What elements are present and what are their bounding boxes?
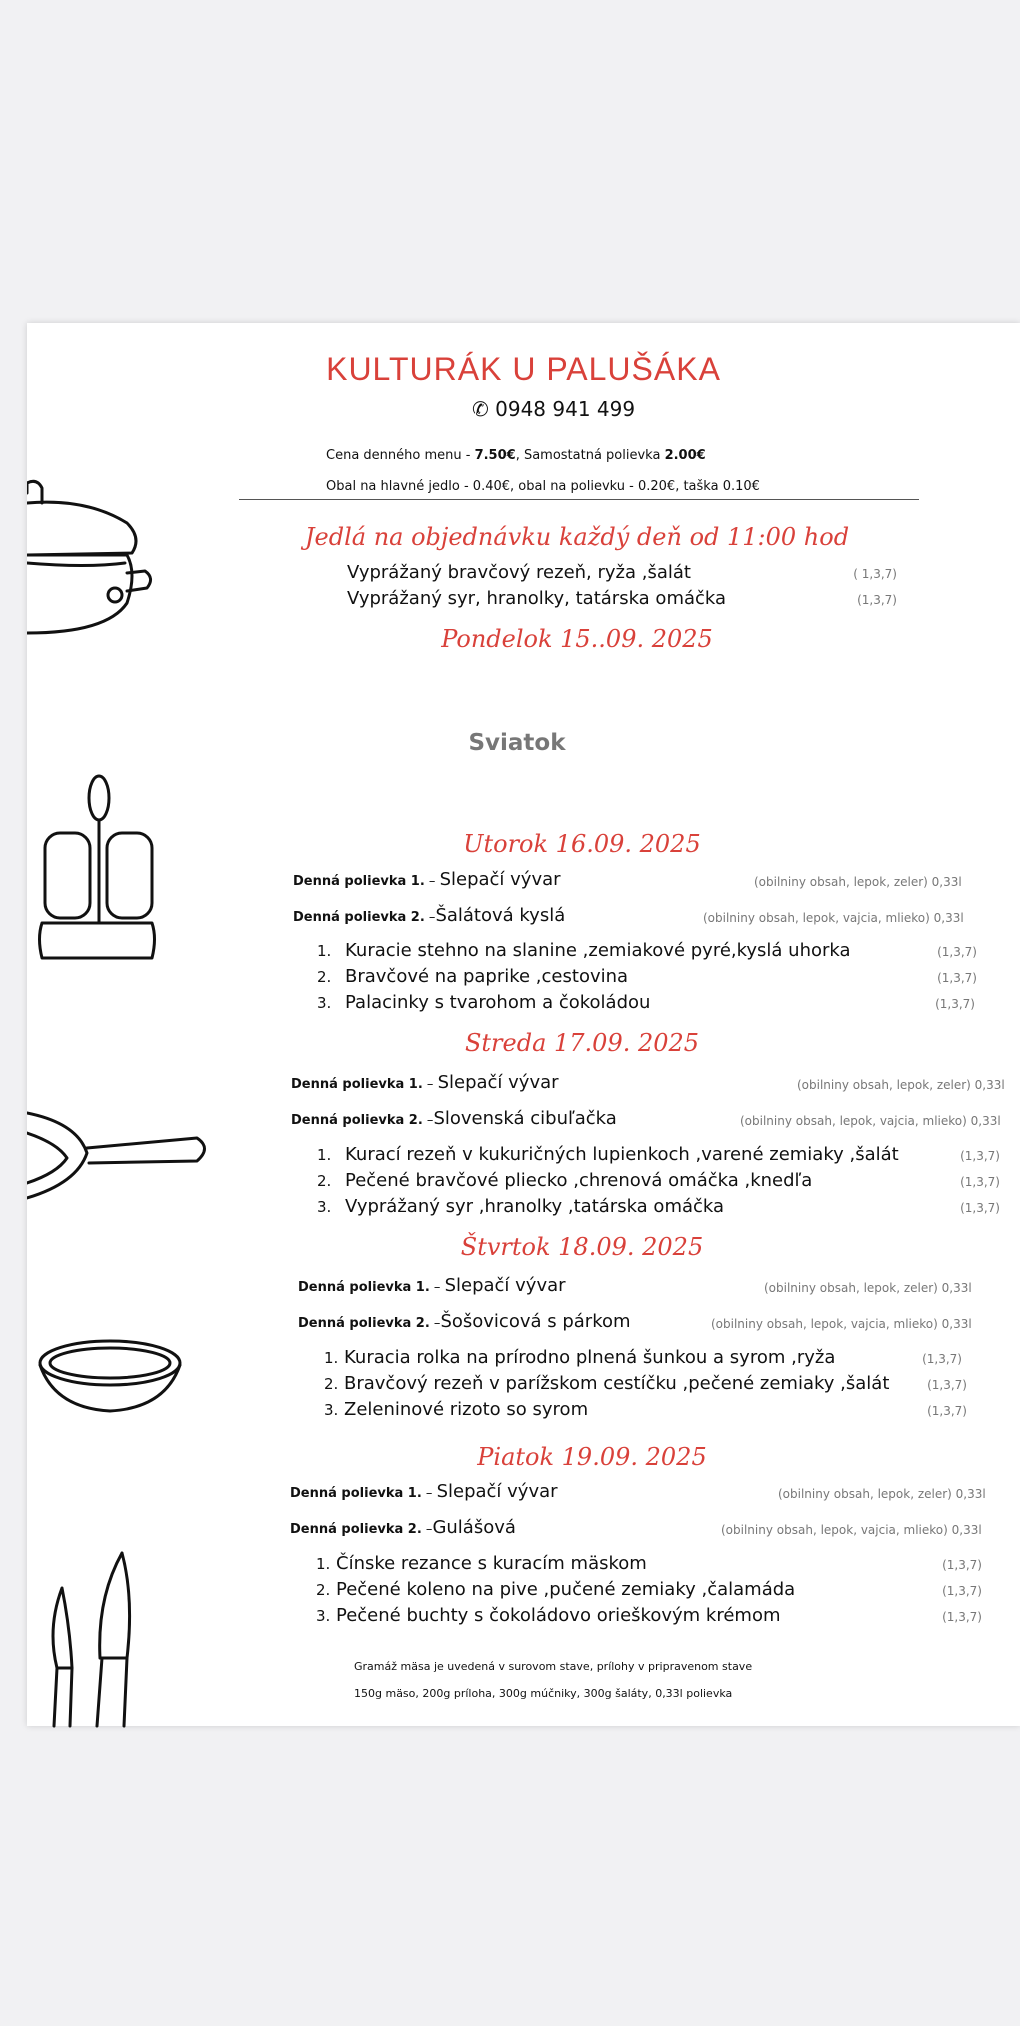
dish-row: 3. Vyprážaný syr ,hranolky ,tatárska omáčka	[317, 1196, 725, 1217]
soup-allergens: (obilniny obsah, lepok, zeler) 0,33l	[797, 1078, 1005, 1092]
frying-pan-illustration	[27, 1103, 212, 1223]
price-line: Cena denného menu - 7.50€, Samostatná polievka 2.00€	[326, 448, 706, 463]
phone-row	[472, 397, 635, 421]
knives-illustration	[42, 1548, 142, 1728]
daily-item: Vyprážaný syr, hranolky, tatárska omáčka	[347, 588, 727, 609]
dish-row: 3. Zeleninové rizoto so syrom	[324, 1399, 589, 1420]
day-heading-thursday: Štvrtok 18.09. 2025	[460, 1233, 704, 1261]
dish-allergens: (1,3,7)	[960, 1201, 1000, 1215]
daily-item: Vyprážaný bravčový rezeň, ryža ,šalát	[347, 562, 691, 583]
day-heading-friday: Piatok 19.09. 2025	[477, 1443, 707, 1471]
soup-allergens: (obilniny obsah, lepok, vajcia, mlieko) 0,33l	[703, 911, 964, 925]
soup-allergens: (obilniny obsah, lepok, zeler) 0,33l	[778, 1487, 986, 1501]
dish-allergens: (1,3,7)	[927, 1378, 967, 1392]
dish-row: 2. Bravčové na paprike ,cestovina	[317, 966, 629, 987]
dish-row: 2. Pečené bravčové pliecko ,chrenová omáčka ,knedľa	[317, 1170, 813, 1191]
dish-row: 3. Palacinky s tvarohom a čokoládou	[317, 992, 651, 1013]
dish-row: 2. Bravčový rezeň v parížskom cestíčku ,pečené zemiaky ,šalát	[324, 1373, 890, 1394]
soup-row: Denná polievka 1. – Slepačí vývar	[293, 869, 561, 890]
header-divider	[239, 499, 919, 500]
restaurant-title: KULTURÁK U PALUŠÁKA	[326, 351, 721, 387]
dish-allergens: (1,3,7)	[942, 1610, 982, 1624]
dish-allergens: (1,3,7)	[922, 1352, 962, 1366]
soup-row: Denná polievka 1. – Slepačí vývar	[291, 1072, 559, 1093]
dish-row: 2. Pečené koleno na pive ,pučené zemiaky ,čalamáda	[316, 1579, 796, 1600]
dish-row: 1. Čínske rezance s kuracím mäskom	[316, 1553, 647, 1574]
day-heading-tuesday: Utorok 16.09. 2025	[463, 830, 701, 858]
salt-pepper-illustration	[37, 773, 157, 963]
soup-allergens: (obilniny obsah, lepok, vajcia, mlieko) 0,33l	[711, 1317, 972, 1331]
dish-row: 1. Kurací rezeň v kukuričných lupienkoch ,varené zemiaky ,šalát	[317, 1144, 899, 1165]
soup-row: Denná polievka 1. – Slepačí vývar	[290, 1481, 558, 1502]
soup-row: Denná polievka 2. –Šošovicová s párkom	[298, 1311, 631, 1332]
soup-row: Denná polievka 1. – Slepačí vývar	[298, 1275, 566, 1296]
dish-row: 1. Kuracie stehno na slanine ,zemiakové pyré,kyslá uhorka	[317, 940, 851, 961]
dish-allergens: (1,3,7)	[937, 945, 977, 959]
soup-row: Denná polievka 2. –Šalátová kyslá	[293, 905, 566, 926]
phone-number[interactable]: 0948 941 499	[495, 397, 636, 421]
dish-allergens: (1,3,7)	[960, 1149, 1000, 1163]
soup-row: Denná polievka 2. –Slovenská cibuľačka	[291, 1108, 617, 1129]
footer-note-2: 150g mäso, 200g príloha, 300g múčniky, 300g šaláty, 0,33l polievka	[354, 1687, 733, 1700]
dish-allergens: (1,3,7)	[937, 971, 977, 985]
soup-allergens: (obilniny obsah, lepok, vajcia, mlieko) 0,33l	[740, 1114, 1001, 1128]
dish-allergens: (1,3,7)	[942, 1584, 982, 1598]
footer-note-1: Gramáž mäsa je uvedená v surovom stave, prílohy v pripravenom stave	[354, 1660, 753, 1673]
dish-allergens: (1,3,7)	[935, 997, 975, 1011]
phone-icon: ✆	[472, 397, 489, 421]
dish-allergens: (1,3,7)	[960, 1175, 1000, 1189]
soup-allergens: (obilniny obsah, lepok, vajcia, mlieko) 0,33l	[721, 1523, 982, 1537]
menu-page	[27, 323, 1020, 1726]
menu-price: 7.50€	[474, 448, 516, 463]
soup-price: 2.00€	[664, 448, 706, 463]
day-heading-monday: Pondelok 15..09. 2025	[441, 625, 713, 653]
bowl-illustration	[35, 1333, 185, 1423]
dish-allergens: (1,3,7)	[942, 1558, 982, 1572]
soup-allergens: (obilniny obsah, lepok, zeler) 0,33l	[754, 875, 962, 889]
dish-row: 1. Kuracia rolka na prírodno plnená šunkou a syrom ,ryža	[324, 1347, 836, 1368]
soup-row: Denná polievka 2. –Gulášová	[290, 1517, 516, 1538]
daily-item-allergens: ( 1,3,7)	[853, 567, 897, 581]
pot-illustration	[27, 463, 167, 663]
holiday-note: Sviatok	[468, 730, 566, 756]
soup-allergens: (obilniny obsah, lepok, zeler) 0,33l	[764, 1281, 972, 1295]
day-heading-wednesday: Streda 17.09. 2025	[464, 1029, 700, 1057]
dish-row: 3. Pečené buchty s čokoládovo orieškovým krémom	[316, 1605, 781, 1626]
packaging-line: Obal na hlavné jedlo - 0.40€, obal na polievku - 0.20€, taška 0.10€	[326, 479, 760, 494]
daily-item-allergens: (1,3,7)	[857, 593, 897, 607]
dish-allergens: (1,3,7)	[927, 1404, 967, 1418]
daily-order-heading: Jedlá na objednávku každý deň od 11:00 hod	[304, 523, 850, 551]
